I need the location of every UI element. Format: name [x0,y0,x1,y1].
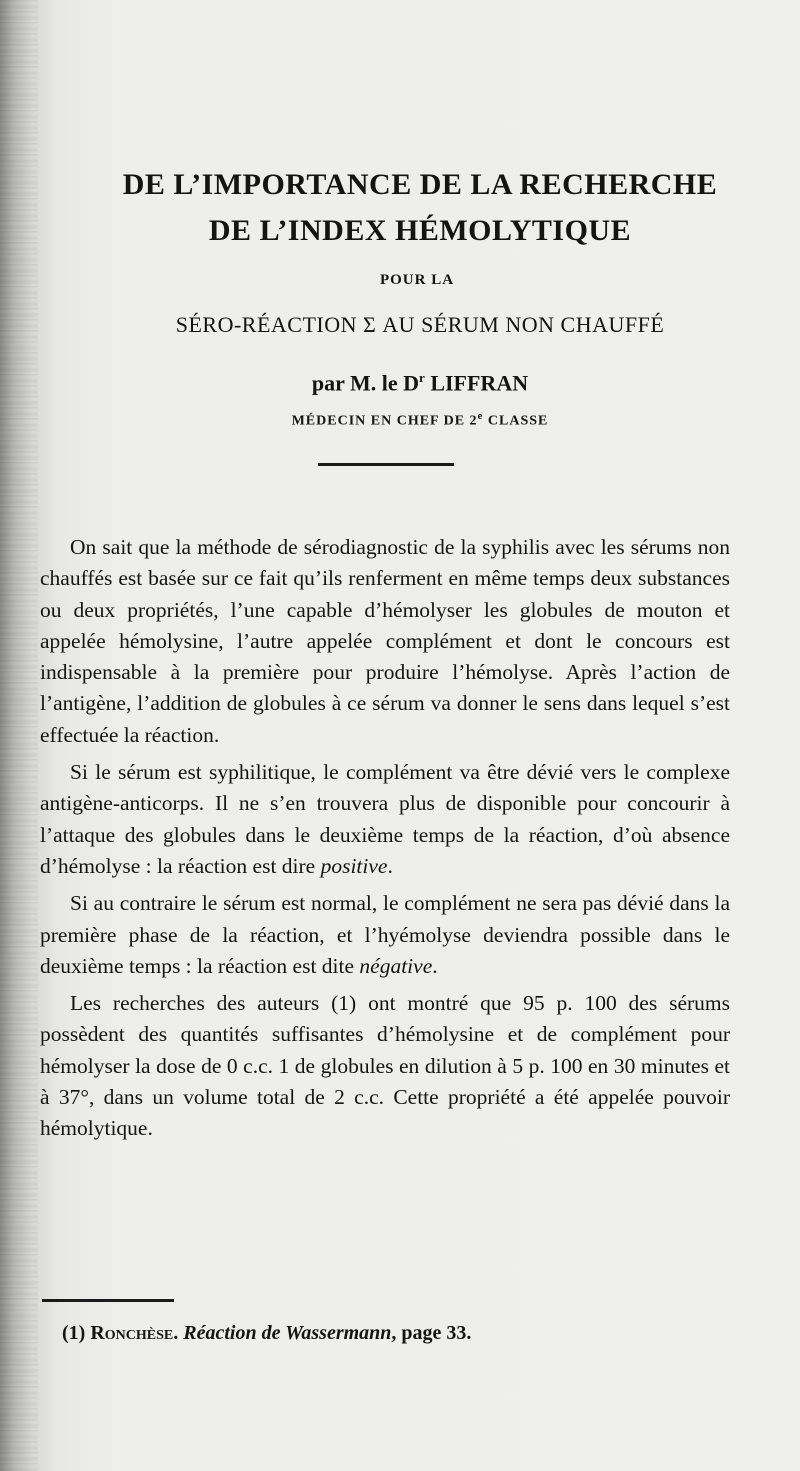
title-divider [318,463,454,466]
footnote-sep: . [173,1322,184,1344]
footnote-author: Ronchèse [90,1322,174,1344]
paragraph-4: Les recherches des auteurs (1) ont montré que 95 p. 100 des sérums possèdent des quantités suffisantes d’hémolysine et de complément pour hémolyser la dose de 0 c.c. 1 de globules en dilution à 5 p. 100 en 30 minutes et à 37°, dans un volume total de 2 c.c. Cette propriété a été appelée pouvoir hémolytique. [40,991,730,1141]
author-line [0,370,800,396]
title-line-3: SÉRO-RÉACTION Σ AU SÉRUM NON CHAUFFÉ [175,312,665,337]
paragraph-3 [40,888,730,982]
footnote-divider [42,1299,174,1302]
title-line-2: DE L’INDEX HÉMOLYTIQUE [208,214,632,247]
rank-prefix: MÉDECIN EN CHEF DE 2 [291,413,478,429]
footnote-number: (1) [62,1322,91,1344]
paragraph-2-emphasis: positive [320,853,388,878]
author-rank [0,410,800,430]
footnote-page: , page 33. [391,1322,472,1344]
title-connector: POUR LA [379,272,455,288]
paragraph-1: On sait que la méthode de sérodiagnostic de la syphilis avec les sérums non chauffés est basée sur ce fait qu’ils renferment en même temps deux substances ou deux propriétés, l’une capable d’hémolyser les globules de mouton et appelée hémolysine, l’autre appelée complément et dont le concours est indispensable à la première pour produire l’hémolyse. Après l’action de l’antigène, l’addition de globules à ce sérum va donner le sens dans lequel s’est effectuée la réaction. [40,535,730,747]
title-line-1: DE L’IMPORTANCE DE LA RECHERCHE [122,168,718,201]
author-sup: r [419,370,425,385]
paragraph-3-text: Si au contraire le sérum est normal, le complément ne sera pas dévié dans la première phase de la réaction, et l’hyémolyse deviendra possible dans le deuxième temps : la réaction est dite [40,891,730,978]
rank-suffix: CLASSE [483,413,549,429]
paragraph-2-text: Si le sérum est syphilitique, le complément va être dévié vers le complexe antigène-anticorps. Il ne s’en trouvera plus de disponible pour concourir à l’attaque des globules dans le deuxième temps de la réaction, d’où absence d’hémolyse : la réaction est dire [40,760,730,878]
paragraph-2 [40,757,730,882]
paragraph-3-emphasis: négative [359,953,433,978]
body-text [40,532,730,1151]
author-name: LIFFRAN [424,370,529,396]
footnote [62,1322,742,1345]
footnote-work: Réaction de Wassermann [183,1322,392,1344]
rank-sup: e [477,410,484,422]
author-prefix: par M. le D [311,370,420,396]
paragraph-3-end: . [432,953,438,978]
paragraph-2-end: . [387,853,393,878]
